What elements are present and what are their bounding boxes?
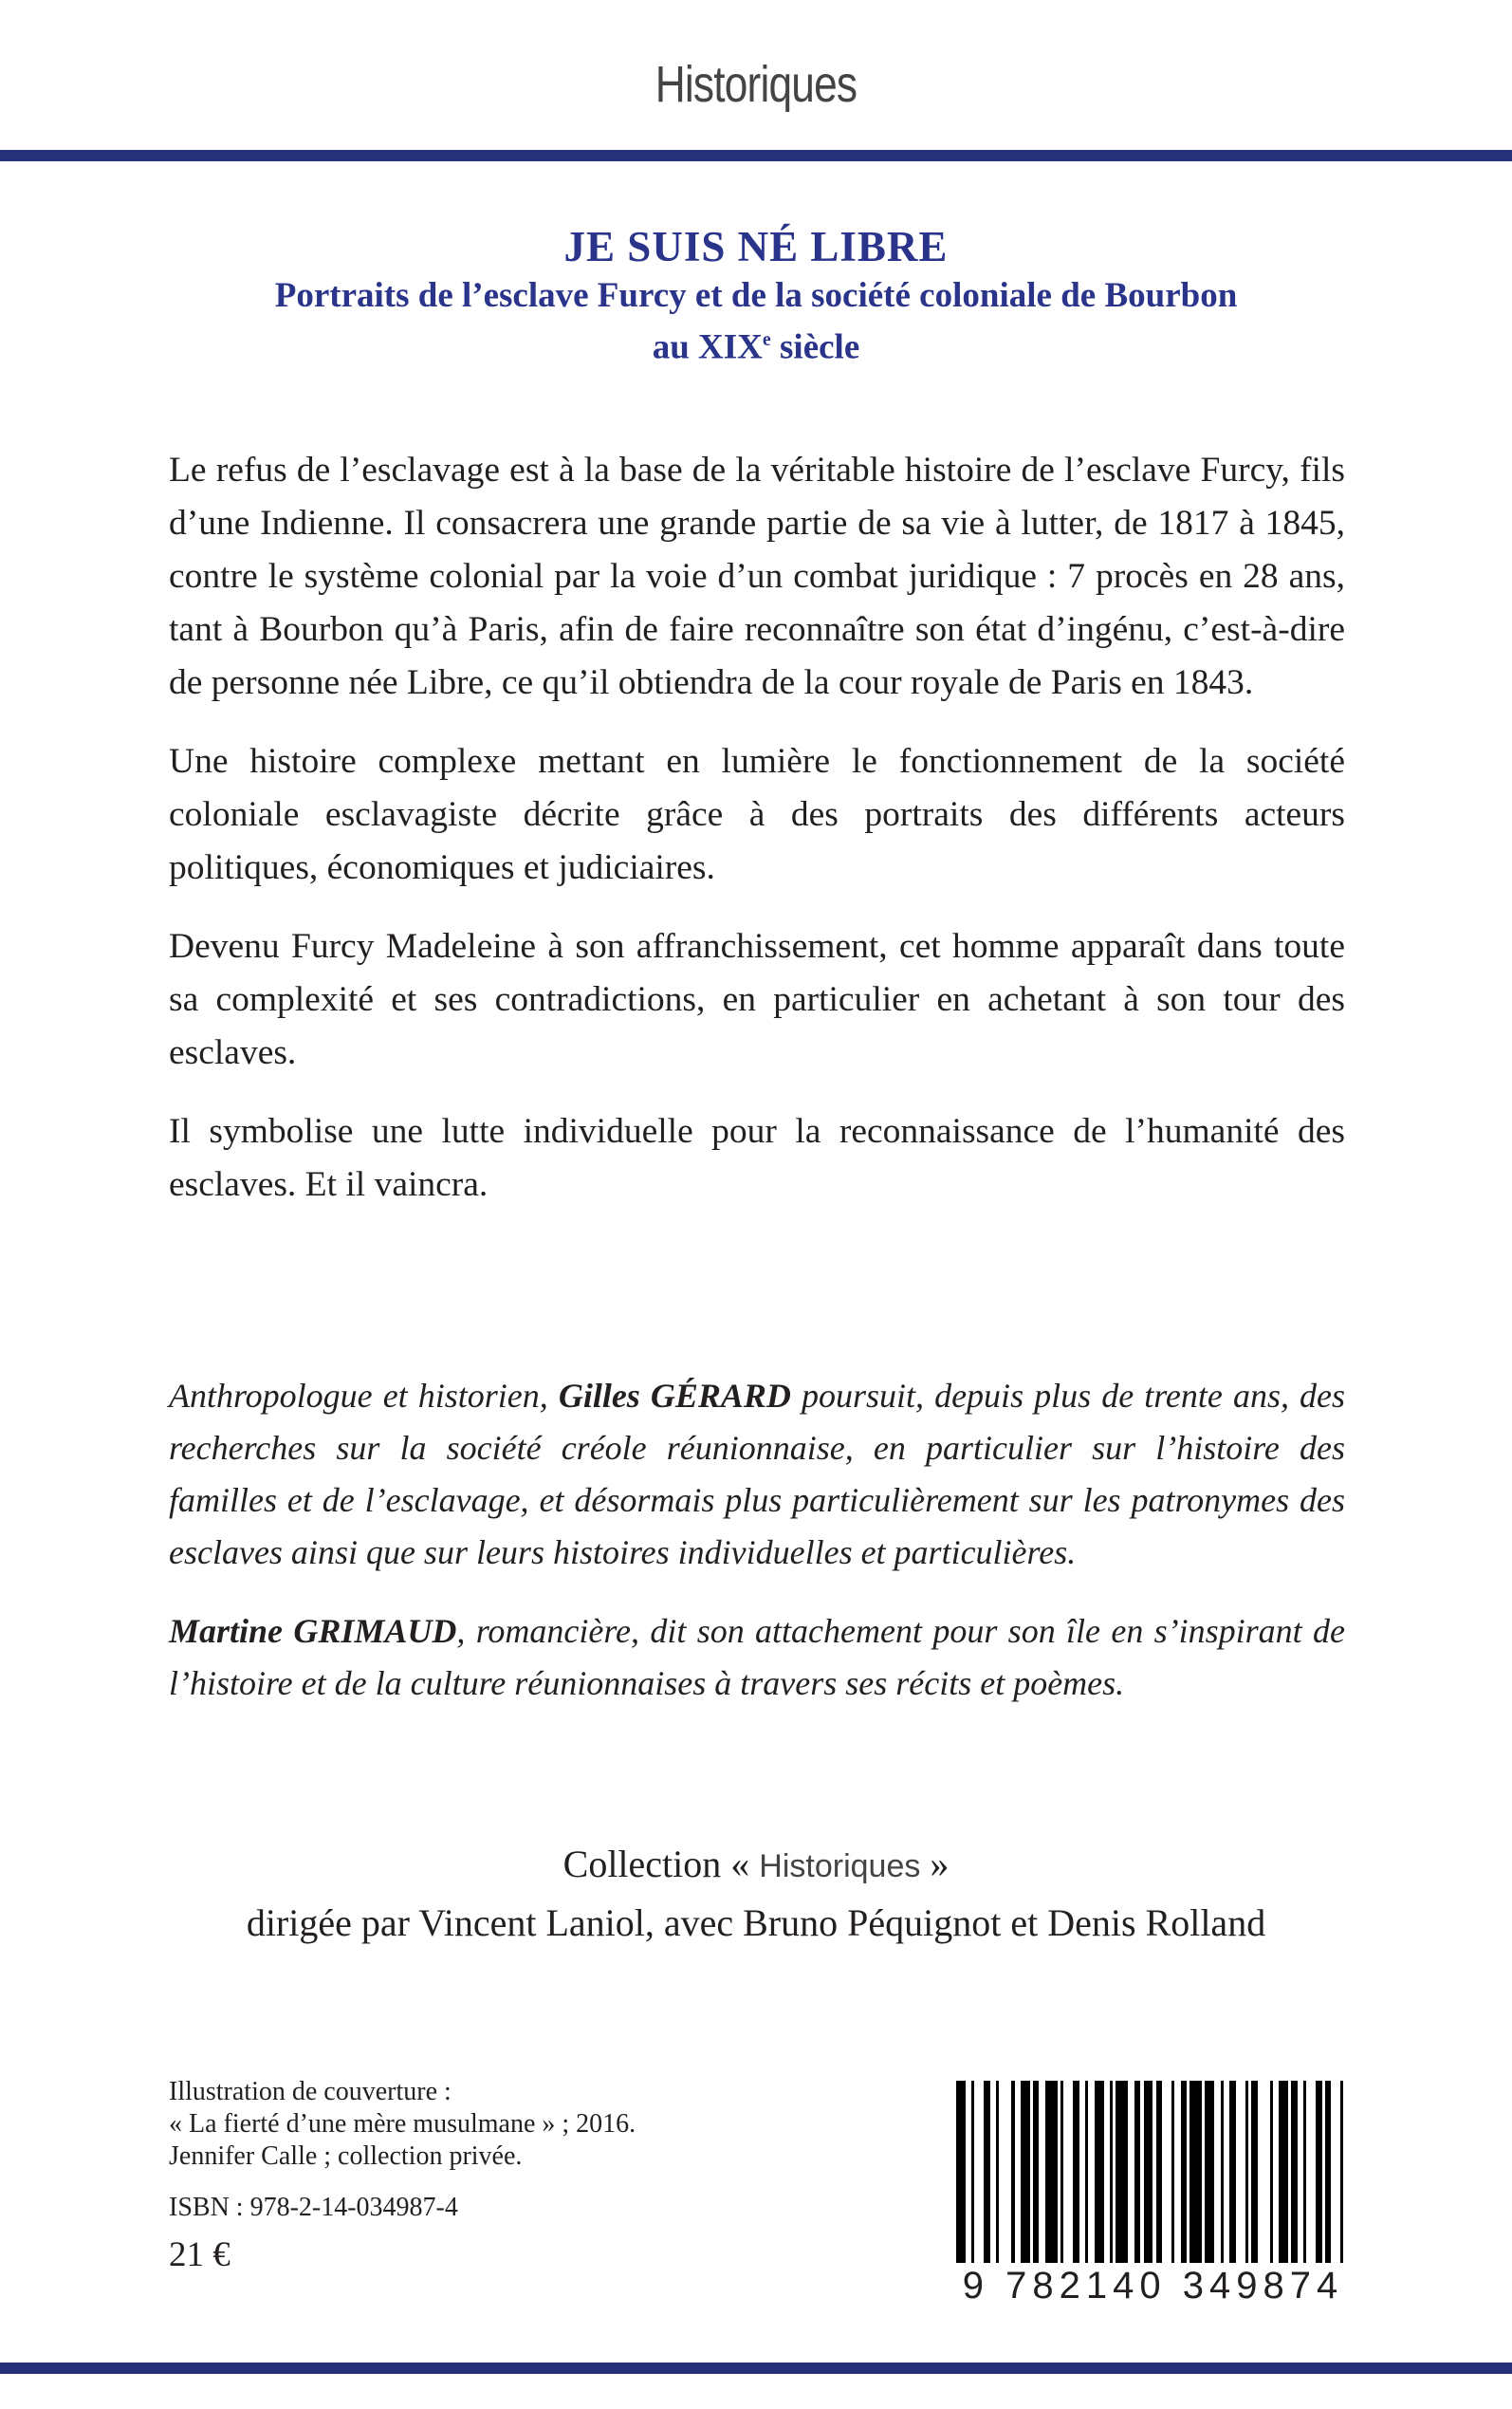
barcode-bar — [1279, 2081, 1288, 2263]
barcode-bar — [1331, 2081, 1340, 2263]
barcode — [956, 2081, 1350, 2308]
subtitle-line-1: Portraits de l’esclave Furcy et de la société coloniale de Bourbon — [274, 276, 1238, 315]
author-bio-grimaud — [169, 1605, 1345, 1710]
barcode-bar — [1258, 2081, 1270, 2263]
book-subtitle — [114, 273, 1398, 369]
barcode-digits: 9 782140 349874 — [962, 2265, 1344, 2307]
summary-text — [169, 444, 1345, 1237]
series-logo: Historiques — [655, 56, 857, 113]
barcode-bar — [1063, 2081, 1073, 2263]
author-bio-gerard — [169, 1370, 1345, 1579]
barcode-bar — [1205, 2081, 1214, 2263]
collection-line — [114, 1836, 1398, 1895]
collection-directors: dirigée par Vincent Laniol, avec Bruno Péquignot et Denis Rolland — [246, 1901, 1266, 1944]
barcode-bar — [1116, 2081, 1128, 2263]
collection-name: Historiques — [759, 1848, 921, 1884]
credits-line: Illustration de couverture : — [169, 2077, 452, 2106]
price: 21 € — [169, 2235, 230, 2274]
credits-line: Jennifer Calle ; collection privée. — [169, 2141, 523, 2171]
author-bios — [169, 1370, 1345, 1736]
author-bio-text: , romancière, dit son attachement pour son île en s’inspirant de l’histoire et de la culture réunionnaises à travers ses récits et poèmes. — [169, 1612, 1346, 1702]
barcode-bar — [956, 2081, 966, 2263]
summary-paragraph: Devenu Furcy Madeleine à son affranchissement, cet homme apparaît dans toute sa complexité et ses contradictions, en particulier en achetant à son tour des esclaves. — [169, 927, 1345, 1072]
barcode-bar — [1045, 2081, 1058, 2263]
bottom-divider — [0, 2363, 1512, 2374]
top-divider — [0, 150, 1512, 161]
summary-paragraph: Le refus de l’esclavage est à la base de la véritable histoire de l’esclave Furcy, fils d’une Indienne. Il consacrera une grande partie de sa vie à lutter, de 1817 à 1845, contre le système colonial par la voie d’un combat juridique : 7 procès en 28 ans, tant à Bourbon qu’à Paris, afin de faire reconnaître son état d’ingénu, c’est-à-dire de personne née Libre, ce qu’il obtiendra de la cour royale de Paris en 1843. — [169, 451, 1345, 702]
summary-paragraph: Une histoire complexe mettant en lumière le fonctionnement de la société coloniale esclavagiste décrite grâce à des portraits des différents acteurs politiques, économiques et judiciaires. — [169, 742, 1345, 887]
subtitle-suffix: siècle — [770, 327, 860, 367]
barcode-bar — [1343, 2081, 1349, 2263]
subtitle-century: au XIX — [652, 327, 763, 367]
credits-line: « La fierté d’une mère musulmane » ; 2016. — [169, 2109, 636, 2139]
author-bio-prefix: Anthropologue et historien, — [169, 1377, 559, 1415]
barcode-bars — [956, 2081, 1350, 2263]
barcode-bar — [999, 2081, 1011, 2263]
barcode-bar — [1144, 2081, 1153, 2263]
barcode-bar — [1095, 2081, 1104, 2263]
barcode-bar — [1189, 2081, 1202, 2263]
barcode-bar — [1021, 2081, 1030, 2263]
subtitle-superscript: e — [762, 329, 771, 350]
barcode-bar — [1162, 2081, 1171, 2263]
cover-credits — [169, 2076, 636, 2173]
author-bio-text: poursuit, depuis plus de trente ans, des recherches sur la société créole réunionnaise, en particulier sur l’histoire des familles et de l’esclavage, et désormais plus particulièrement sur les patronymes des esclaves ainsi que sur leurs histoires individuelles et particulières. — [169, 1377, 1346, 1571]
isbn: ISBN : 978-2-14-034987-4 — [169, 2193, 458, 2222]
barcode-bar — [1236, 2081, 1245, 2263]
collection-suffix: » — [920, 1843, 950, 1885]
barcode-bar — [974, 2081, 984, 2263]
collection-info — [114, 1836, 1398, 1952]
subtitle-line-2 — [114, 318, 1398, 369]
barcode-bar — [1306, 2081, 1316, 2263]
book-title: JE SUIS NÉ LIBRE — [563, 223, 949, 270]
author-name: Martine GRIMAUD — [169, 1612, 457, 1650]
collection-prefix: Collection « — [562, 1843, 760, 1885]
summary-paragraph: Il symbolise une lutte individuelle pour la reconnaissance de l’humanité des esclaves. Et il vaincra. — [169, 1112, 1345, 1204]
title-block — [114, 220, 1398, 369]
author-name: Gilles GÉRARD — [558, 1377, 791, 1415]
